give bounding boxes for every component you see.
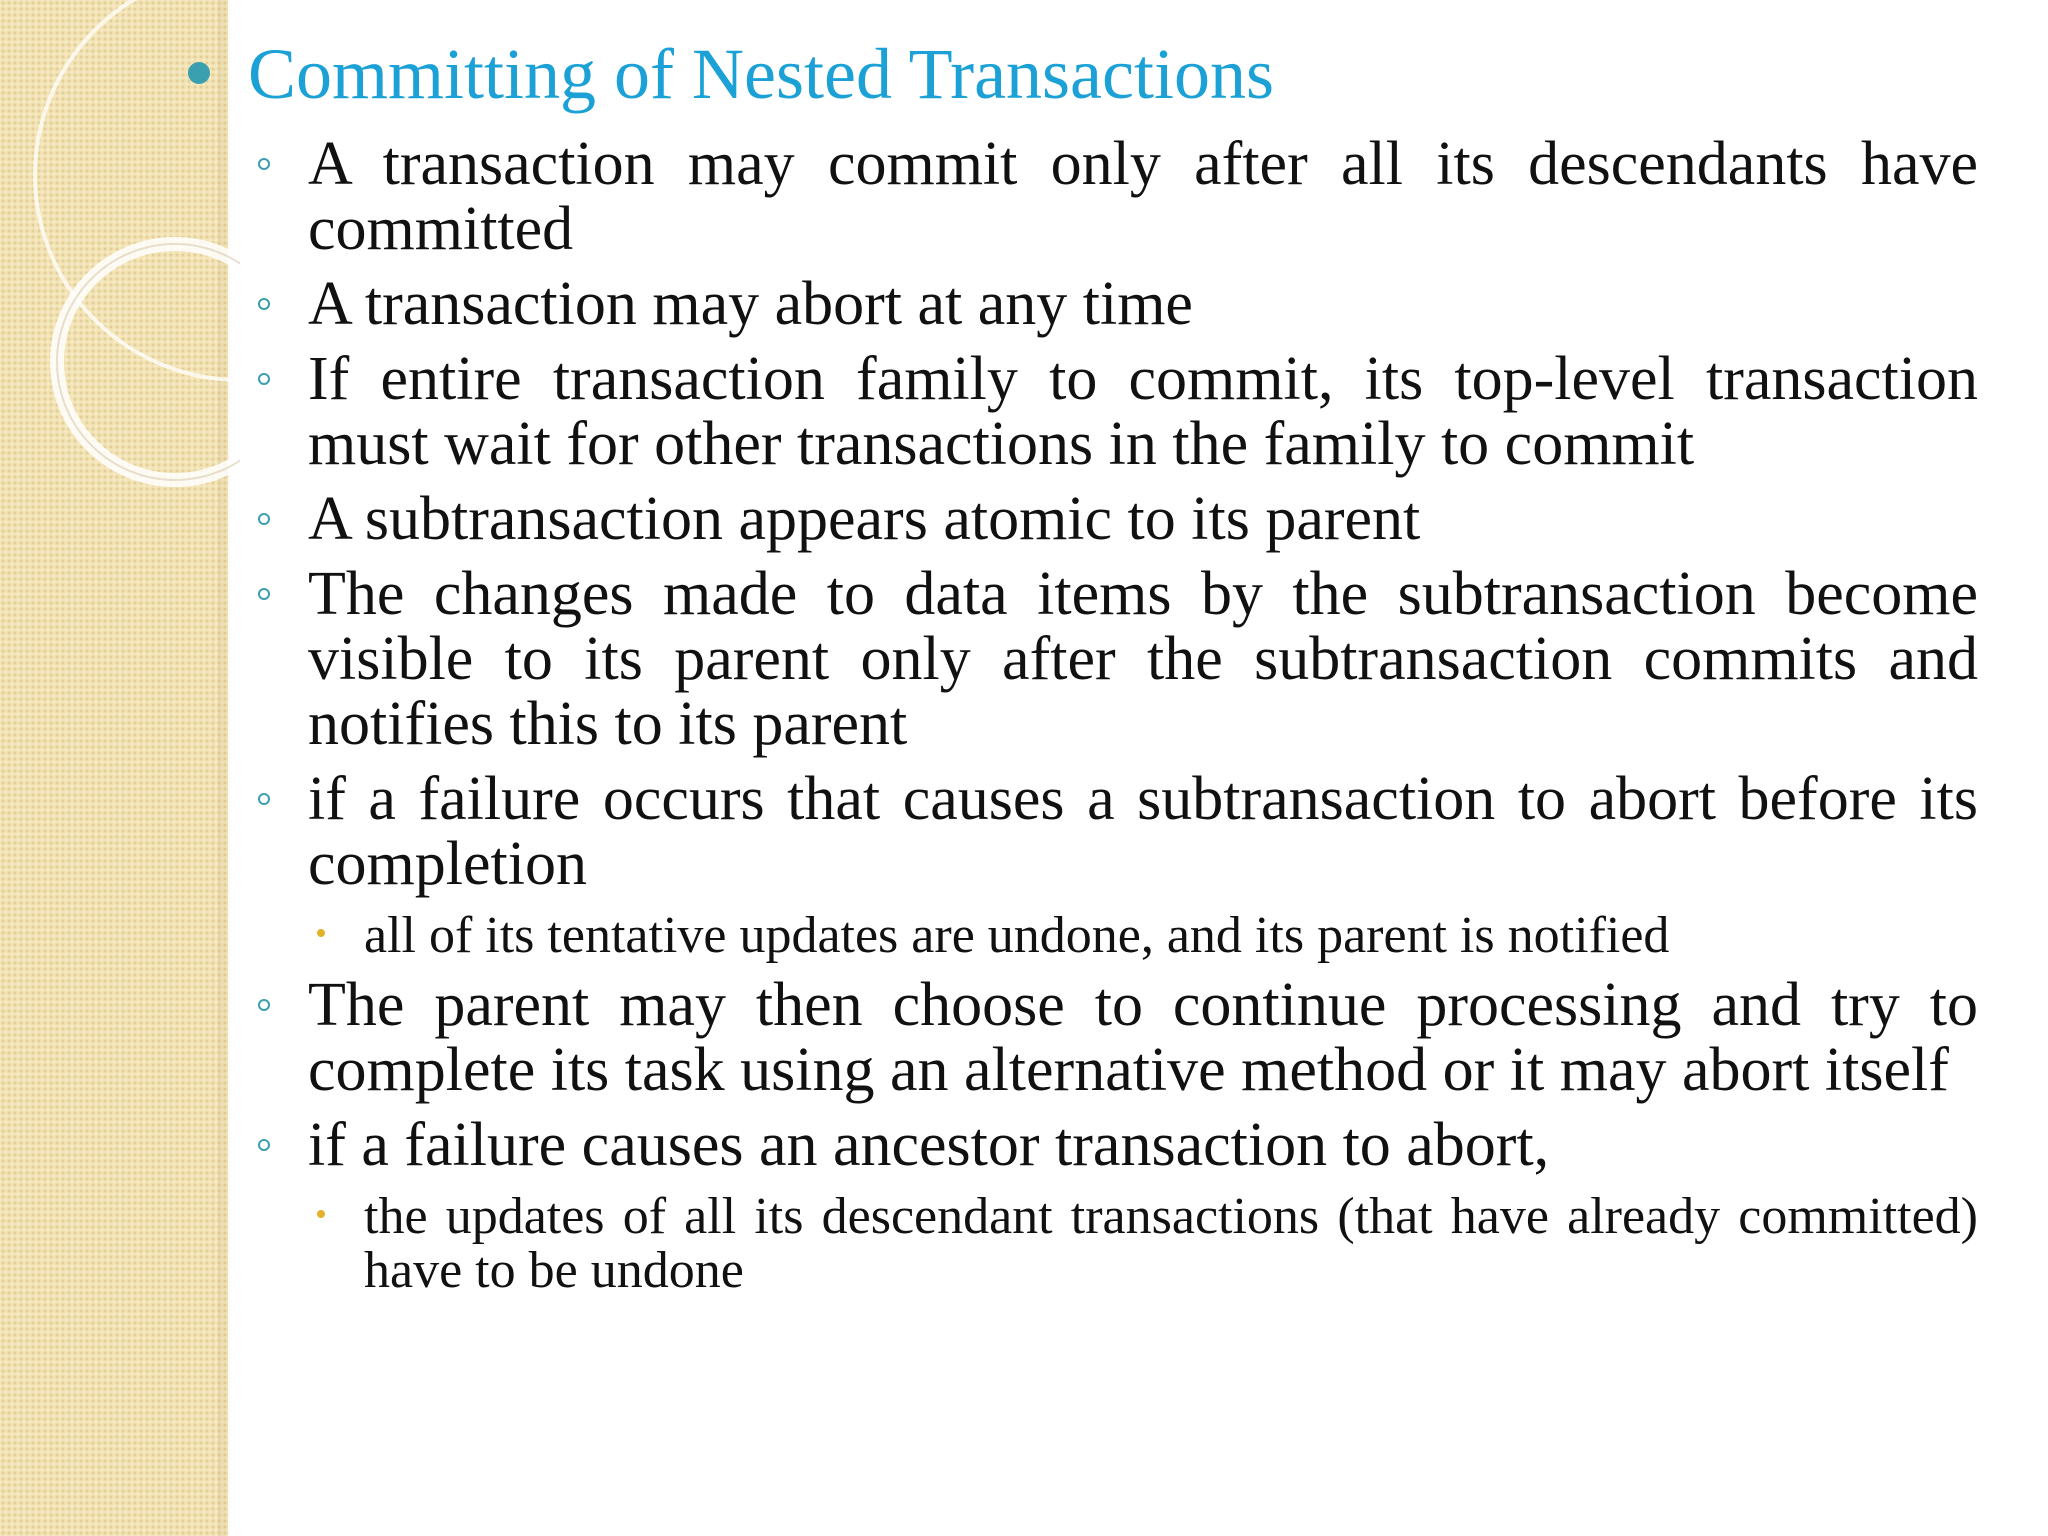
bullet-item: [180, 272, 1980, 337]
bullet-text: The changes made to data items by the subtransaction become visible to its parent only after the subtransaction commits and notifies this to its parent: [308, 560, 1978, 758]
hollow-circle-bullet-icon: [258, 793, 270, 805]
bullet-item: [180, 767, 1980, 897]
bullet-text: A transaction may abort at any time: [308, 270, 1193, 338]
slide-title: Committing of Nested Transactions: [248, 34, 1274, 114]
bullet-item: [180, 562, 1980, 757]
bullet-text: If entire transaction family to commit, its top-level transaction must wait for other transactions in the family to commit: [308, 345, 1978, 478]
bullet-item: [180, 132, 1980, 262]
bullet-text: if a failure occurs that causes a subtransaction to abort before its completion: [308, 765, 1978, 898]
bullet-item: [180, 487, 1980, 552]
bullet-item: [180, 347, 1980, 477]
bullet-text: A subtransaction appears atomic to its parent: [308, 485, 1421, 553]
hollow-circle-bullet-icon: [258, 1139, 270, 1151]
title-bullet-icon: [188, 62, 210, 84]
sub-bullet-text: the updates of all its descendant transactions (that have already committed) have to be undone: [364, 1188, 1978, 1299]
dot-bullet-icon: [317, 1210, 325, 1218]
bullet-text: A transaction may commit only after all its descendants have committed: [308, 130, 1978, 263]
hollow-circle-bullet-icon: [258, 588, 270, 600]
bullet-item: [180, 1113, 1980, 1178]
slide-content: [180, 26, 1980, 1298]
bullet-item: [180, 973, 1980, 1103]
hollow-circle-bullet-icon: [258, 373, 270, 385]
title-row: [180, 26, 1980, 122]
bullet-text: if a failure causes an ancestor transaction to abort,: [308, 1111, 1550, 1179]
hollow-circle-bullet-icon: [258, 158, 270, 170]
dot-bullet-icon: [317, 929, 325, 937]
bullet-text: The parent may then choose to continue processing and try to complete its task using an alternative method or it may abort itself: [308, 971, 1978, 1104]
sub-bullet-item: [180, 1190, 1980, 1298]
hollow-circle-bullet-icon: [258, 298, 270, 310]
sub-bullet-item: [180, 909, 1980, 963]
hollow-circle-bullet-icon: [258, 513, 270, 525]
hollow-circle-bullet-icon: [258, 999, 270, 1011]
sub-bullet-text: all of its tentative updates are undone, and its parent is notified: [364, 907, 1670, 964]
